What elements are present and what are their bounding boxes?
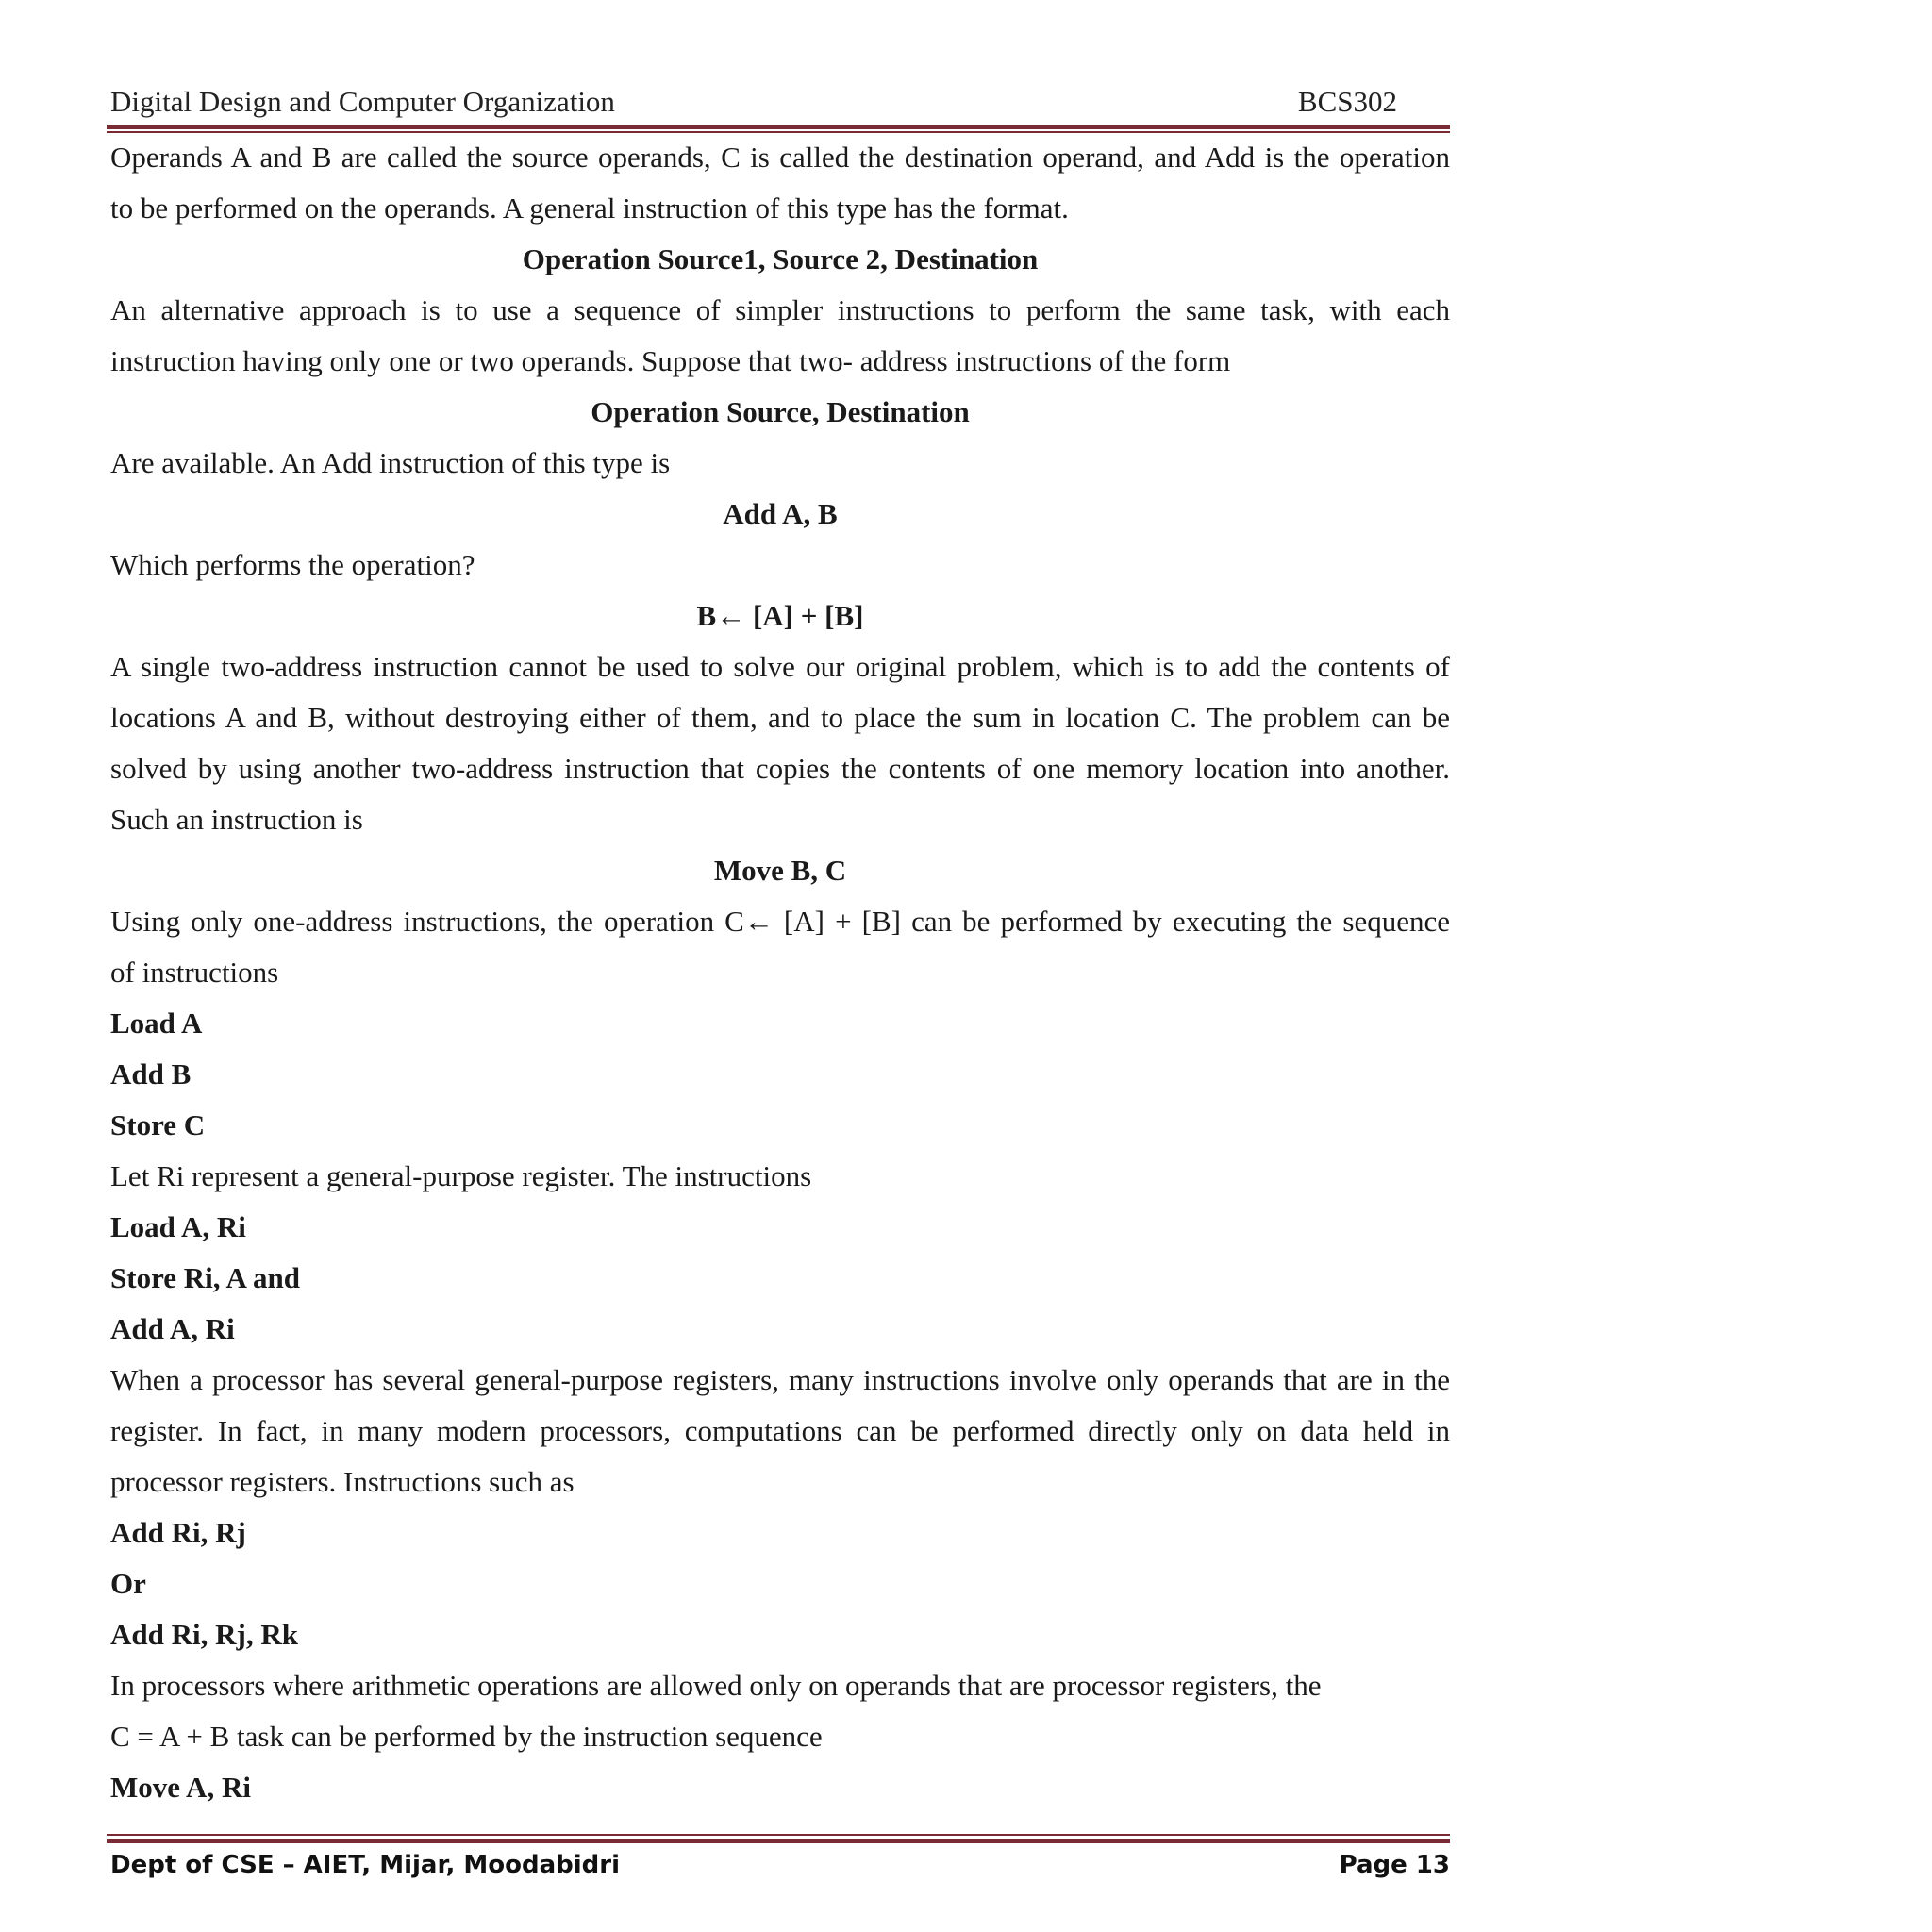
instruction-line: Add Ri, Rj, Rk [110,1618,298,1651]
course-code: BCS302 [1297,85,1397,118]
text-line: of instructions [110,956,279,989]
text-line: Such an instruction is [110,803,363,836]
text-line: instruction having only one or two operands. Suppose that two- address instructions of the form [110,344,1231,377]
instruction-line: Add A, Ri [110,1312,235,1345]
instruction-line: Load A, Ri [110,1210,246,1243]
text-line: Using only one-address instructions, the operation C← [A] + [B] can be performed by executing the sequence [110,905,1450,938]
instruction-format: Add A, B [723,497,838,530]
text-line: Are available. An Add instruction of this type is [110,446,671,479]
text-line: C = A + B task can be performed by the instruction sequence [110,1720,823,1753]
text-line: register. In fact, in many modern processors, computations can be performed directly only on data held in [110,1414,1450,1447]
instruction-line: Or [110,1567,146,1600]
text-line: A single two-address instruction cannot be used to solve our original problem, which is to add the contents of [110,650,1450,683]
page-number: Page 13 [1339,1851,1450,1879]
header-rule-thick [107,125,1450,129]
text-line: In processors where arithmetic operations are allowed only on operands that are processor registers, the [110,1669,1322,1702]
page-header [110,85,1450,125]
instruction-format: B← [A] + [B] [696,599,864,632]
text-line: locations A and B, without destroying either of them, and to place the sum in location C. The problem can be [110,701,1450,734]
instruction-line: Add Ri, Rj [110,1516,246,1549]
instruction-format: Move B, C [713,854,847,887]
instruction-line: Move A, Ri [110,1771,251,1804]
text-line: An alternative approach is to use a sequence of simpler instructions to perform the same task, with each [110,293,1450,326]
header-title: Digital Design and Computer Organization [110,85,615,118]
footer-rule-thin [107,1834,1450,1836]
text-line: to be performed on the operands. A general instruction of this type has the format. [110,192,1069,225]
instruction-format: Operation Source1, Source 2, Destination [522,242,1039,275]
instruction-line: Store C [110,1108,206,1141]
instruction-line: Store Ri, A and [110,1261,300,1294]
text-line: Which performs the operation? [110,548,475,581]
instruction-format: Operation Source, Destination [591,395,970,428]
text-line: processor registers. Instructions such as [110,1465,575,1498]
text-line: Let Ri represent a general-purpose register. The instructions [110,1159,812,1192]
text-line: Operands A and B are called the source operands, C is called the destination operand, and Add is the operation [110,141,1450,174]
instruction-line: Load A [110,1007,203,1040]
page-footer [110,1851,1450,1889]
instruction-line: Add B [110,1058,192,1091]
text-line: solved by using another two-address instruction that copies the contents of one memory location into another. [110,752,1450,785]
document-body [110,132,1450,1813]
footer-department: Dept of CSE – AIET, Mijar, Moodabidri [110,1851,620,1879]
footer-rule-thick [107,1839,1450,1843]
text-line: When a processor has several general-purpose registers, many instructions involve only operands that are in the [110,1363,1450,1396]
